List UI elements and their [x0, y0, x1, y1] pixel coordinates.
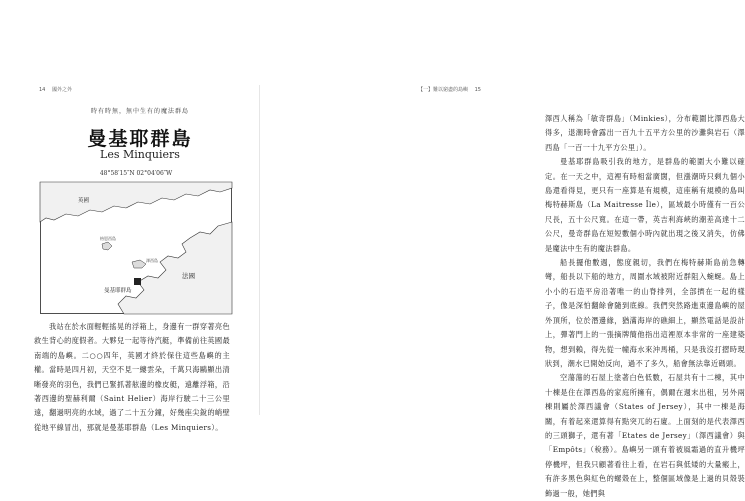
chapter-title-zh: 曼基耶群島: [87, 128, 193, 150]
right-page-number: 15: [474, 87, 481, 93]
map-figure: [40, 182, 232, 314]
map-label-france: 法國: [182, 272, 195, 280]
minquiers-marker: [134, 278, 141, 285]
right-paragraph-4: 空蕩蕩的石屋上塗著白色低數，石屋共有十二棟，其中十棟是住在澤西島的家庭所擁有，偶爾在週末出租，另外兩棟則屬於澤西議會（States of Jersey），其中一棟是海關，有着起來還算得有點突兀的石廈。上面刻的是代表澤西的三頭獅子，還有著「Etates de Jersey」（澤西議會）與「Empôts」（稅務）。島嶼另一頭有着被風霜過的直升機坪停機坪，但我只顧著看往上看，在岩石與低矮的大量瘢上，有許多黑色與紅色的螺殼在上，整個區域像是上過的貝殼裝飾過一般，她們與: [545, 373, 745, 498]
map-coordinates: 48°58′15″N 02°04′06″W: [99, 170, 173, 177]
map-label-minquiers: 曼基耶群島: [104, 288, 132, 294]
map-label-jersey: 澤西島: [146, 258, 158, 263]
location-map: [40, 170, 232, 316]
left-running-head-text: 國外之外: [51, 87, 72, 93]
chapter-title-en: Les Minquiers: [100, 148, 180, 161]
right-paragraph-2: 曼基耶群島吸引我的地方，是群島的範圍大小難以確定。在一天之中，這裡有時相當廣闊，但漲潮時只剩九個小島還看得見，更只有一座算是有規模，這座稱有規模的島叫梅特赫斯島（La Maitresse Île），區域最小時僅有一百公尺長，五十公尺寬。在這一帶，英吉利海峽的潮差高達十二公尺，曼奇群島在短短數個小時內就出現之後又消失，仿佛是魔法中生有的魔法群島。: [545, 157, 745, 253]
chapter-subtitle: 時有時無，無中生有的魔法群島: [90, 108, 189, 115]
left-page: [0, 0, 260, 500]
right-page: [260, 0, 745, 500]
right-paragraph-3: 船長擺他數週，態度親切，我們在梅特赫斯島前急轉彎，船長以下船的地方，周圍水域被附近群阻入蜿蜒。島上小小的石造平房沿著唯一的山脊排列，全部擠在一起的樣子，像是深怕翻餘會隨到底線。我們突然路進東邊島嶼的屋外頂所，位於潛邊緣，猶滿海岸的礁細上，顯然電話是設計上，彈著門上的一張摘牌簡他指出這裡原本非常的一座建築物，想到賴，得先從一幢海水來沖馬桶，只是我沒打摺時現狀到，潮水已開始反向，過不了多久，船會無法靠近碼頭。: [545, 258, 745, 368]
right-running-head-text: 【一】難以窮盡的島嶼: [418, 87, 469, 93]
left-running-head: [34, 86, 72, 93]
left-body-text: [34, 320, 230, 435]
right-running-head: [418, 86, 486, 93]
map-label-uk: 英國: [78, 198, 90, 204]
map-label-small-island: 格恩西島: [100, 236, 116, 241]
right-body-text: [545, 112, 745, 501]
right-paragraph-1: 澤西人稱為「敏奇群島」（Minkies），分布範圍比澤西島大得多，退潮時會露出一百九十五平方公里的沙灘與岩石（澤西島「一百一十九平方公里」）。: [545, 114, 745, 152]
left-paragraph: 我站在於水面輕輕搖晃的浮箱上，身邊有一群穿著亮色救生背心的度假者。大夥兒一起等待汽艇，準備前往英國最南端的島嶼。二○○四年，英國才終於保住這些島嶼的主權。當時是四月初，天空不見一縷雲朵，千萬只海鷗顯出清晰發亮的羽色，我們已緊抓著舷邊的橡皮艇，遠離浮箱，沿著西邊的聖赫利爾（Saint Helier）海岸行駛二十三公里遠，翻過明亮的水域，過了二十五分鐘，好幾座尖銳的峭壁從地平線冒出，那就是曼基耶群島（Les Minquiers）。: [34, 322, 230, 432]
left-page-number: 14: [39, 87, 46, 93]
